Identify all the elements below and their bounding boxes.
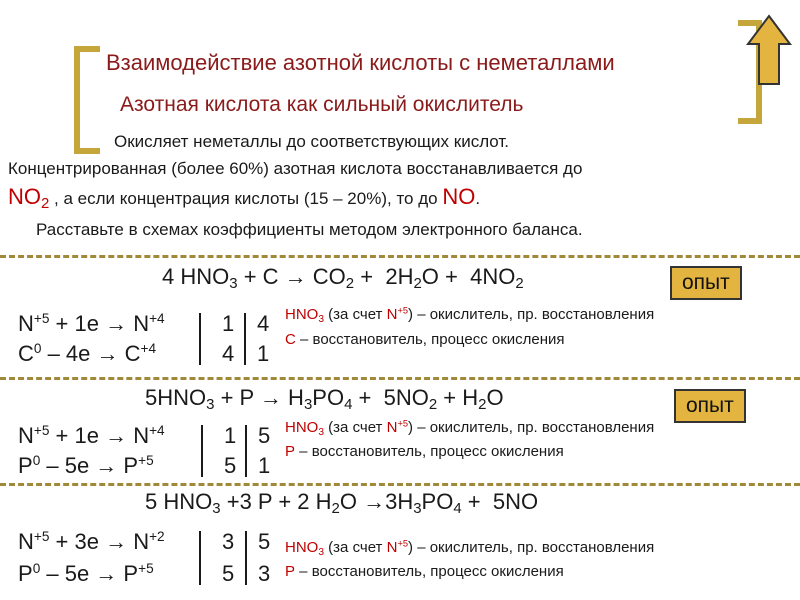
balance-divider	[245, 531, 247, 585]
intro-line-2: Концентрированная (более 60%) азотная кислота восстанавливается до	[8, 159, 583, 178]
coef-1-1: 1	[222, 311, 235, 336]
instruction-text: Расставьте в схемах коэффициенты методом электронного баланса.	[36, 220, 583, 239]
coef-1-2: 5	[258, 529, 271, 554]
reaction-1-balance-2: $C^0 - 4e \to C^{+4}$	[18, 340, 157, 366]
reaction-2-note-2: Р – восстановитель, процесс окисления	[285, 443, 564, 460]
balance-divider	[199, 531, 201, 585]
coef-1-2: 4	[257, 311, 270, 336]
reaction-2-equation: $5HNO_3 + P \to H_3PO_4 + 5NO_2 + H_2O$	[145, 385, 504, 414]
intro-line-3: $NO_2$ , а если концентрация кислоты (15 – 20%), то до NO.	[8, 184, 481, 213]
separator-2	[0, 377, 800, 380]
reaction-1-note-1: $HNO_3$ (за счет $N^{+5}$) – окислитель, пр. восстановления	[285, 305, 655, 325]
page-subtitle: Азотная кислота как сильный окислитель	[120, 93, 524, 116]
reaction-1-balance-1: $N^{+5} + 1e \to N^{+4}$	[18, 310, 165, 336]
balance-divider	[201, 425, 203, 477]
coef-2-2: 1	[257, 341, 270, 366]
up-arrow-icon[interactable]	[746, 14, 792, 86]
reaction-3-balance-2: $P^0 - 5e \to P^{+5}$	[18, 560, 154, 586]
reaction-3-balance-1: $N^{+5} + 3e \to N^{+2}$	[18, 528, 165, 554]
coef-1-2: 5	[258, 423, 271, 448]
separator-3	[0, 483, 800, 486]
coef-2-2: 3	[258, 561, 271, 586]
coef-2-1: 4	[222, 341, 235, 366]
reaction-2-balance-1: $N^{+5} + 1e \to N^{+4}$	[18, 422, 165, 448]
page-title: Взаимодействие азотной кислоты с неметаллами	[106, 50, 615, 75]
intro-line-1: Окисляет неметаллы до соответствующих кислот.	[114, 132, 510, 151]
reaction-3-note-1: $HNO_3$ (за счет $N^{+5}$) – окислитель, пр. восстановления	[285, 538, 655, 558]
opyt-button-1[interactable]: опыт	[670, 266, 742, 300]
coef-2-2: 1	[258, 453, 271, 478]
reaction-1-note-2: С – восстановитель, процесс окисления	[285, 331, 565, 348]
opyt-button-2[interactable]: опыт	[674, 389, 746, 423]
reaction-1-equation: 4 $HNO_3 + C \to CO_2 + 2H_2O + 4NO_2$	[162, 264, 524, 293]
coef-1-1: 1	[224, 423, 237, 448]
separator-1	[0, 255, 800, 258]
coef-1-1: 3	[222, 529, 235, 554]
balance-divider	[245, 425, 247, 477]
coef-2-1: 5	[222, 561, 235, 586]
reaction-2-balance-2: $P^0 - 5e \to P^{+5}$	[18, 452, 154, 478]
reaction-3-equation: 5 $HNO_3 +3$ P + 2 $H_2O \to 3H_3PO_4 + 5NO$	[145, 489, 539, 518]
coef-2-1: 5	[224, 453, 237, 478]
left-bracket-decoration	[74, 46, 100, 154]
balance-divider	[199, 313, 201, 365]
balance-divider	[244, 313, 246, 365]
reaction-3-note-2: Р – восстановитель, процесс окисления	[285, 563, 564, 580]
reaction-2-note-1: $HNO_3$ (за счет $N^{+5}$) – окислитель, пр. восстановления	[285, 418, 655, 438]
